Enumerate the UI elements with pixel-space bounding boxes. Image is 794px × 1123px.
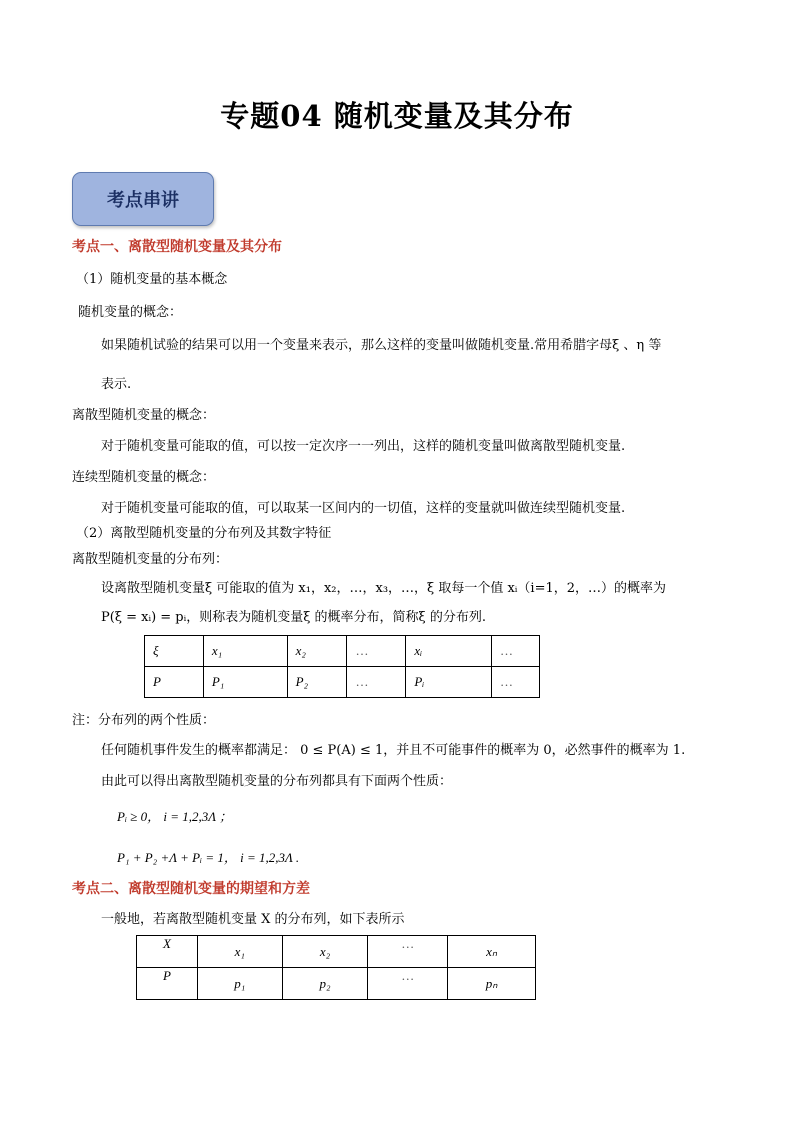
table-cell: xₙ [448, 936, 536, 968]
property-1: Pᵢ ≥ 0， i = 1,2,3Λ ； [117, 809, 233, 824]
table-row [145, 636, 540, 667]
property-2: P₁ + P₂ +Λ + Pᵢ = 1， i = 1,2,3Λ . [117, 850, 300, 865]
table-cell: P [137, 968, 198, 1000]
rv-concept-label: 随机变量的概念： [78, 305, 183, 320]
table-cell: p₁ [197, 968, 282, 1000]
page-title: 专题04 随机变量及其分布 [220, 99, 574, 133]
distribution-text-2: P(ξ = xᵢ) = pᵢ，则称表为随机变量ξ 的概率分布，简称ξ 的分布列. [101, 610, 486, 625]
table-cell: Pᵢ [406, 667, 492, 698]
distribution-table-xi [144, 635, 540, 698]
table-cell: xᵢ [406, 636, 492, 667]
table-row [145, 667, 540, 698]
subheading-2: （2）离散型随机变量的分布列及其数字特征 [76, 526, 332, 541]
table-cell: … [368, 968, 448, 1000]
badge-label: 考点串讲 [107, 190, 179, 211]
distribution-table-x [136, 935, 536, 1000]
table-cell: x₁ [197, 936, 282, 968]
section-2-heading: 考点二、离散型随机变量的期望和方差 [72, 881, 310, 897]
table-cell: X [137, 936, 198, 968]
table-cell: pₙ [448, 968, 536, 1000]
table-cell: … [347, 667, 406, 698]
note-text-1: 任何随机事件发生的概率都满足： 0 ≤ P(A) ≤ 1，并且不可能事件的概率为 0，必然事件的概率为 1. [101, 743, 686, 758]
table-cell: … [347, 636, 406, 667]
note-text-2: 由此可以得出离散型随机变量的分布列都具有下面两个性质： [101, 774, 453, 789]
section-2-text: 一般地，若离散型随机变量 X 的分布列，如下表所示 [101, 912, 405, 927]
rv-concept-text-2: 表示. [101, 377, 132, 392]
table-cell: P [145, 667, 204, 698]
table-row [137, 968, 536, 1000]
table-cell: P₂ [287, 667, 347, 698]
table-cell: p₂ [282, 968, 368, 1000]
distribution-text-1: 设离散型随机变量ξ 可能取的值为 x₁，x₂，…，x₃，…，ξ 取每一个值 xᵢ（i=1，2，…）的概率为 [101, 581, 667, 596]
discrete-text: 对于随机变量可能取的值，可以按一定次序一一列出，这样的随机变量叫做离散型随机变量. [101, 439, 626, 454]
continuous-text: 对于随机变量可能取的值，可以取某一区间内的一切值，这样的变量就叫做连续型随机变量. [101, 501, 626, 516]
note-label: 注：分布列的两个性质： [72, 713, 216, 728]
table-row [137, 936, 536, 968]
table-cell: … [368, 936, 448, 968]
table-cell: x₂ [287, 636, 347, 667]
distribution-label: 离散型随机变量的分布列： [72, 552, 229, 567]
subheading-1: （1）随机变量的基本概念 [76, 272, 228, 287]
section-badge [72, 172, 214, 226]
discrete-label: 离散型随机变量的概念： [72, 408, 216, 423]
rv-concept-text-1: 如果随机试验的结果可以用一个变量来表示，那么这样的变量叫做随机变量.常用希腊字母ξ 、η 等 [101, 338, 662, 353]
table-cell: x₁ [203, 636, 287, 667]
table-cell: … [492, 636, 540, 667]
section-1-heading: 考点一、离散型随机变量及其分布 [72, 239, 282, 255]
table-cell: x₂ [282, 936, 368, 968]
continuous-label: 连续型随机变量的概念： [72, 470, 216, 485]
table-cell: P₁ [203, 667, 287, 698]
table-cell: ξ [145, 636, 204, 667]
table-cell: … [492, 667, 540, 698]
